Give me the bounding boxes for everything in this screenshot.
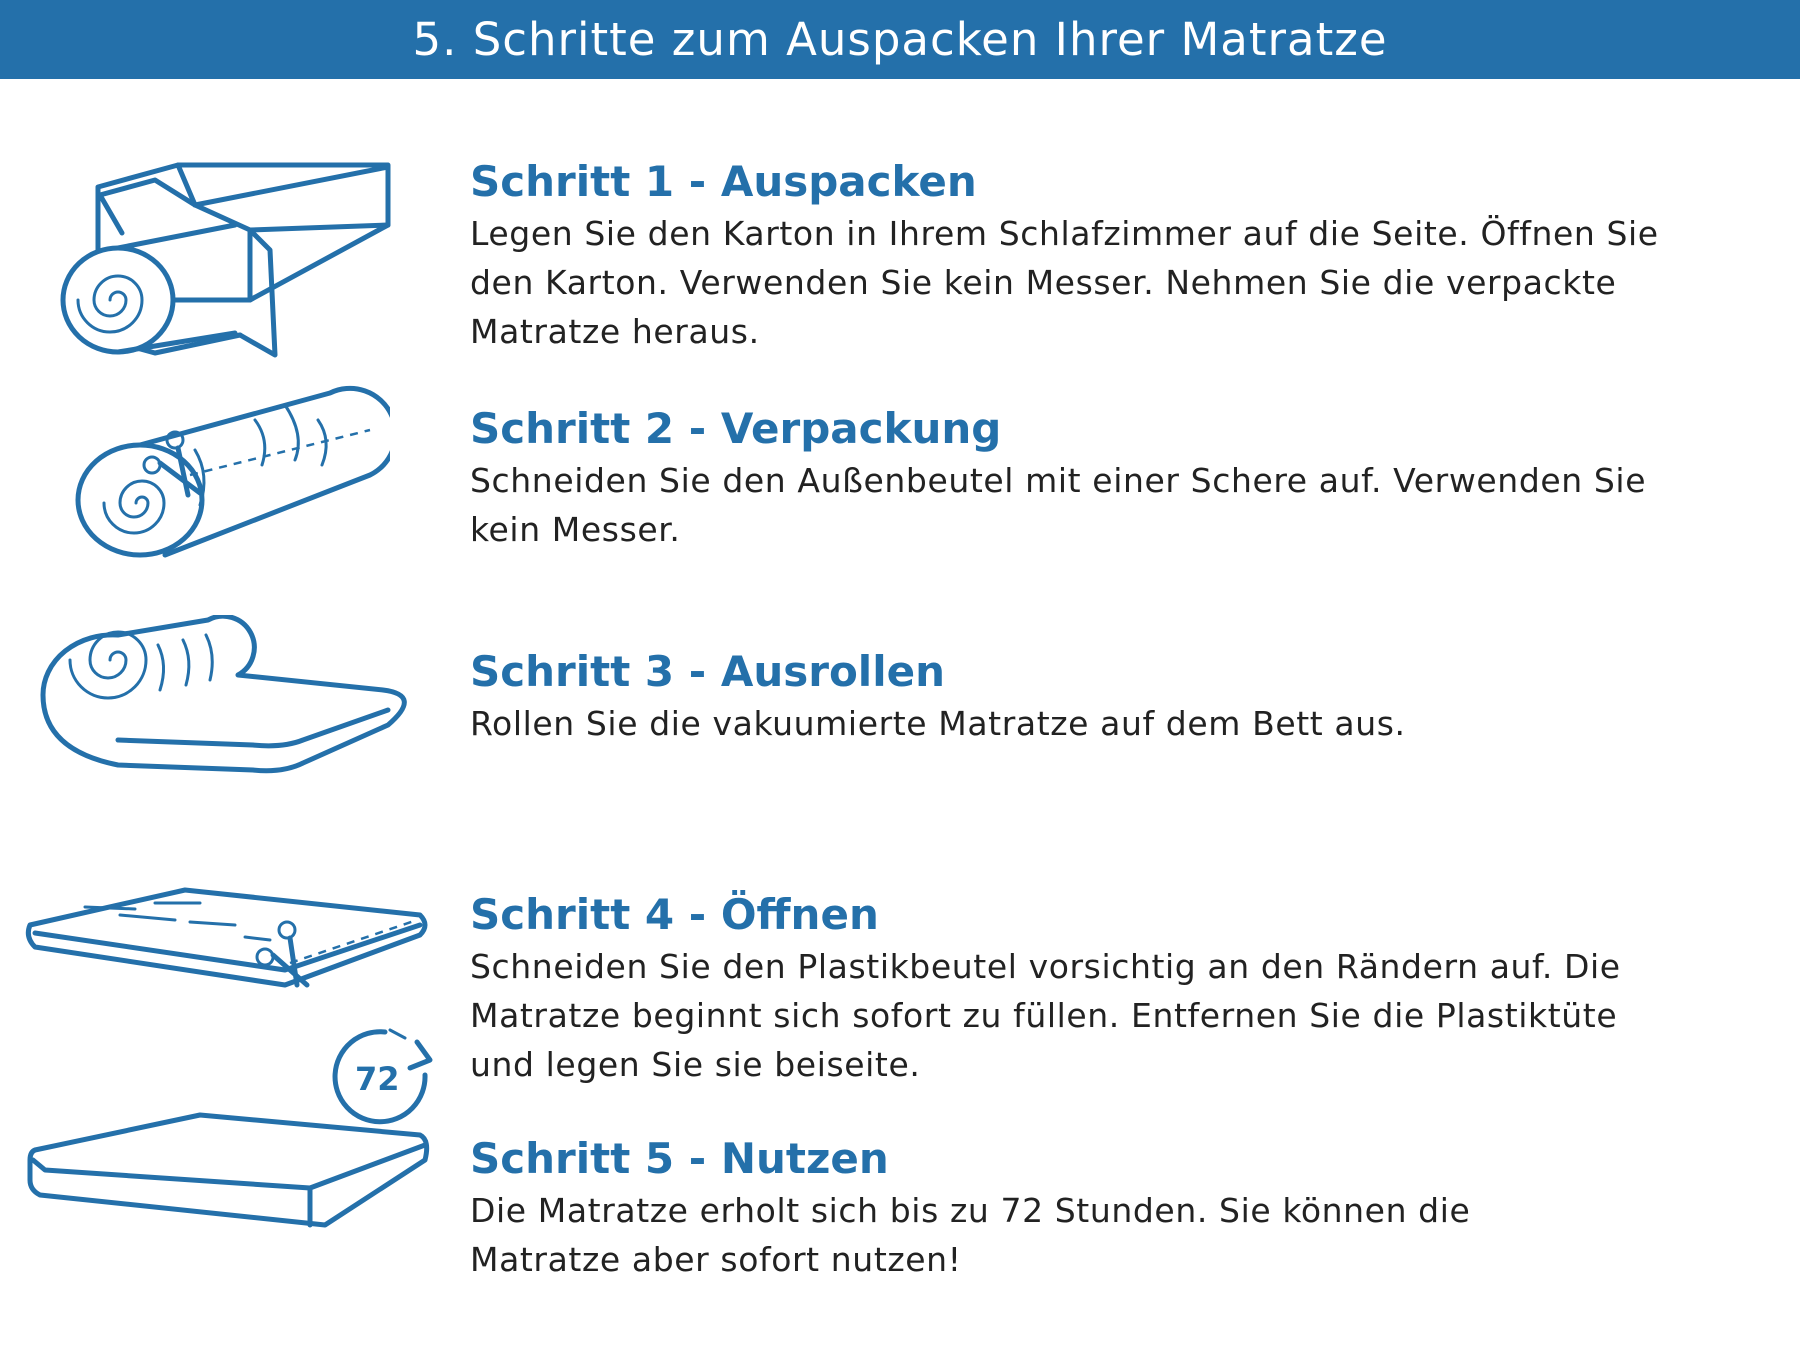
step-text-line: Schneiden Sie den Plastikbeutel vorsichtig an den Rändern auf. Die: [470, 947, 1621, 986]
page-title: 5. Schritte zum Auspacken Ihrer Matratze: [412, 13, 1388, 66]
step-text-line: den Karton. Verwenden Sie kein Messer. Nehmen Sie die verpackte: [470, 263, 1617, 302]
step-title: Schritt 5 - Nutzen: [470, 1134, 889, 1183]
step-description: [470, 456, 1790, 554]
step-1: [470, 155, 1790, 356]
rolled-mattress-scissors-icon: [70, 385, 390, 560]
step-text-line: Schneiden Sie den Außenbeutel mit einer Schere auf. Verwenden Sie: [470, 461, 1647, 500]
step-description: [470, 1186, 1790, 1284]
step-4: [470, 888, 1790, 1089]
step-text-line: Legen Sie den Karton in Ihrem Schlafzimmer auf die Seite. Öffnen Sie: [470, 214, 1659, 253]
box-with-rolled-mattress-icon: [60, 155, 400, 365]
step-5: [470, 1132, 1790, 1284]
flat-mattress-scissors-icon: [25, 885, 435, 995]
step-title: Schritt 3 - Ausrollen: [470, 647, 945, 696]
step-description: [470, 209, 1790, 356]
step-3: [470, 645, 1790, 748]
timer-label: 72: [355, 1060, 400, 1098]
header-bar: [0, 0, 1800, 79]
step-text-line: Matratze heraus.: [470, 312, 760, 351]
unrolling-mattress-icon: [38, 615, 428, 780]
step-title: Schritt 4 - Öffnen: [470, 890, 879, 939]
step-2: [470, 402, 1790, 554]
step-title: Schritt 1 - Auspacken: [470, 157, 977, 206]
step-text-line: Matratze aber sofort nutzen!: [470, 1240, 962, 1279]
step-description: [470, 942, 1790, 1089]
step-text-line: Rollen Sie die vakuumierte Matratze auf dem Bett aus.: [470, 704, 1406, 743]
step-title: Schritt 2 - Verpackung: [470, 404, 1002, 453]
step-text-line: Die Matratze erholt sich bis zu 72 Stunden. Sie können die: [470, 1191, 1471, 1230]
step-text-line: und legen Sie sie beiseite.: [470, 1045, 921, 1084]
step-text-line: Matratze beginnt sich sofort zu füllen. Entfernen Sie die Plastiktüte: [470, 996, 1618, 1035]
expanded-mattress-72h-icon: [25, 1020, 435, 1235]
step-text-line: kein Messer.: [470, 510, 681, 549]
step-description: [470, 699, 1790, 748]
